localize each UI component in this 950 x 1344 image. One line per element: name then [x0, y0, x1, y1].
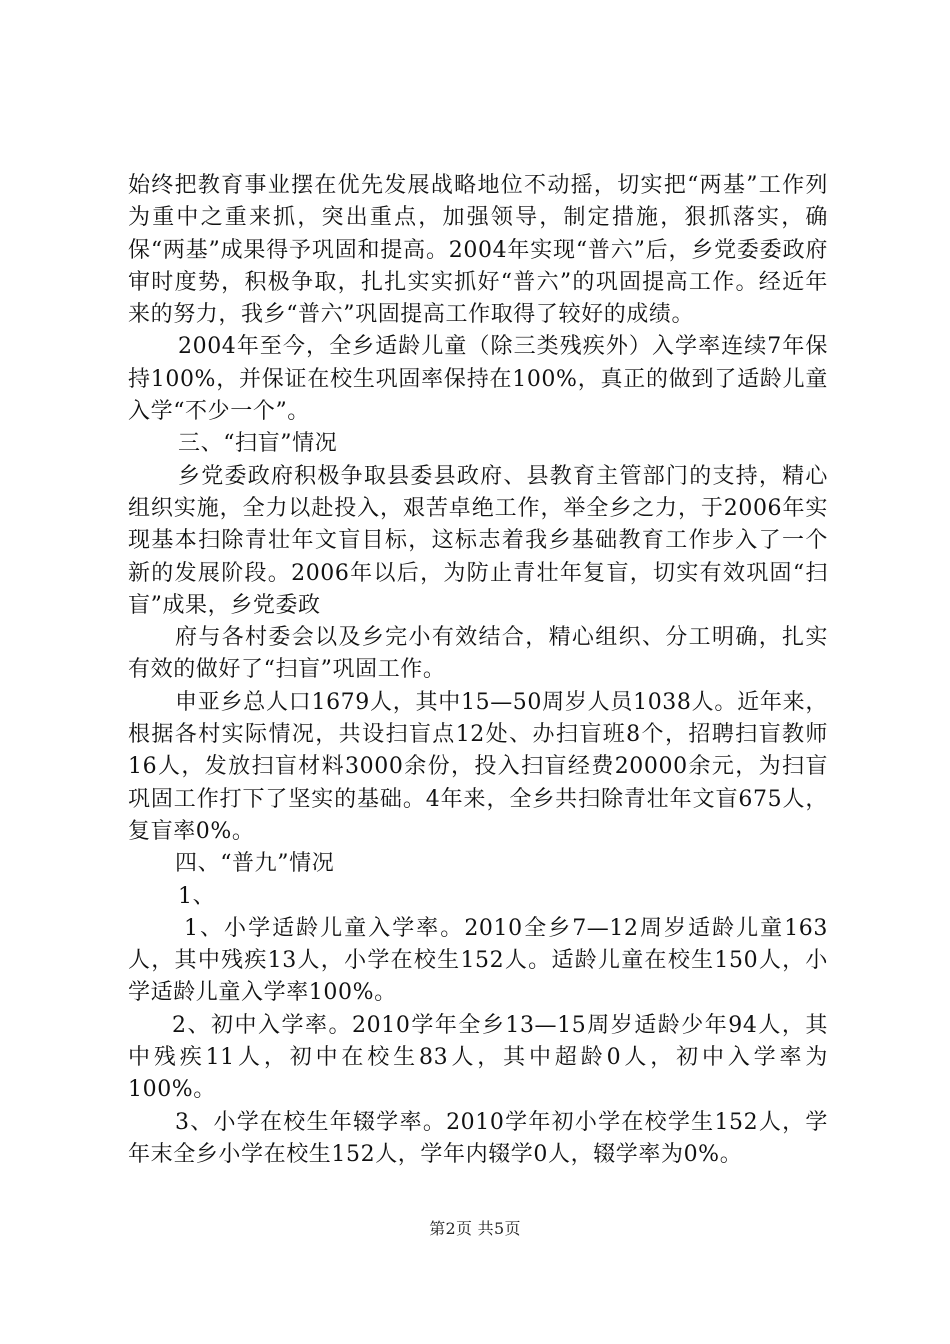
paragraph-enrollment-rate: 2004年至今，全乡适龄儿童（除三类残疾外）入学率连续7年保持100%，并保证在校生巩固率保持在100%，真正的做到了适龄儿童入学“不少一个”。 [128, 334, 828, 425]
section-heading-literacy: 三、“扫盲”情况 [178, 431, 338, 457]
document-body [128, 170, 828, 1171]
paragraph-primary-enrollment: 1、小学适龄儿童入学率。2010全乡7—12周岁适龄儿童163人，其中残疾13人，小学在校生152人。适龄儿童在校生150人，小学适龄儿童入学率100%。 [128, 915, 828, 1006]
page-footer: 第2页 共5页 [429, 1219, 521, 1238]
paragraph-dropout-rate: 3、小学在校生年辍学率。2010学年初小学在校学生152人，学年末全乡小学在校生152人，学年内辍学0人，辍学率为0%。 [128, 1109, 828, 1167]
paragraph-junior-enrollment: 2、初中入学率。2010学年全乡13—15周岁适龄少年94人，其中残疾11人，初中在校生83人，其中超龄0人，初中入学率为100%。 [128, 1012, 828, 1103]
paragraph-literacy-statistics: 申亚乡总人口1679人，其中15—50周岁人员1038人。近年来，根据各村实际情况，共设扫盲点12处、办扫盲班8个，招聘扫盲教师16人，发放扫盲材料3000余份，投入扫盲经费20000余元，为扫盲巩固工作打下了坚实的基础。4年来，全乡共扫除青壮年文盲675人，复盲率0%。 [128, 689, 828, 844]
paragraph-literacy-cooperation: 府与各村委会以及乡完小有效结合，精心组织、分工明确，扎实有效的做好了“扫盲”巩固工作。 [128, 625, 828, 683]
paragraph-puliu-consolidation: 始终把教育事业摆在优先发展战略地位不动摇，切实把“两基”工作列为重中之重来抓，突出重点，加强领导，制定措施，狠抓落实，确保“两基”成果得予巩固和提高。2004年实现“普六”后，乡党委委政府审时度势，积极争取，扎扎实实抓好“普六”的巩固提高工作。经近年来的努力，我乡“普六”巩固提高工作取得了较好的成绩。 [128, 173, 828, 328]
section-heading-pujiu: 四、“普九”情况 [175, 851, 335, 877]
paragraph-literacy-effort: 乡党委政府积极争取县委县政府、县教育主管部门的支持，精心组织实施，全力以赴投入，艰苦卓绝工作，举全乡之力，于2006年实现基本扫除青壮年文盲目标，这标志着我乡基础教育工作步入了一个新的发展阶段。2006年以后，为防止青壮年复盲，切实有效巩固“扫盲”成果，乡党委政 [128, 463, 828, 618]
list-marker: 1、 [178, 883, 216, 909]
